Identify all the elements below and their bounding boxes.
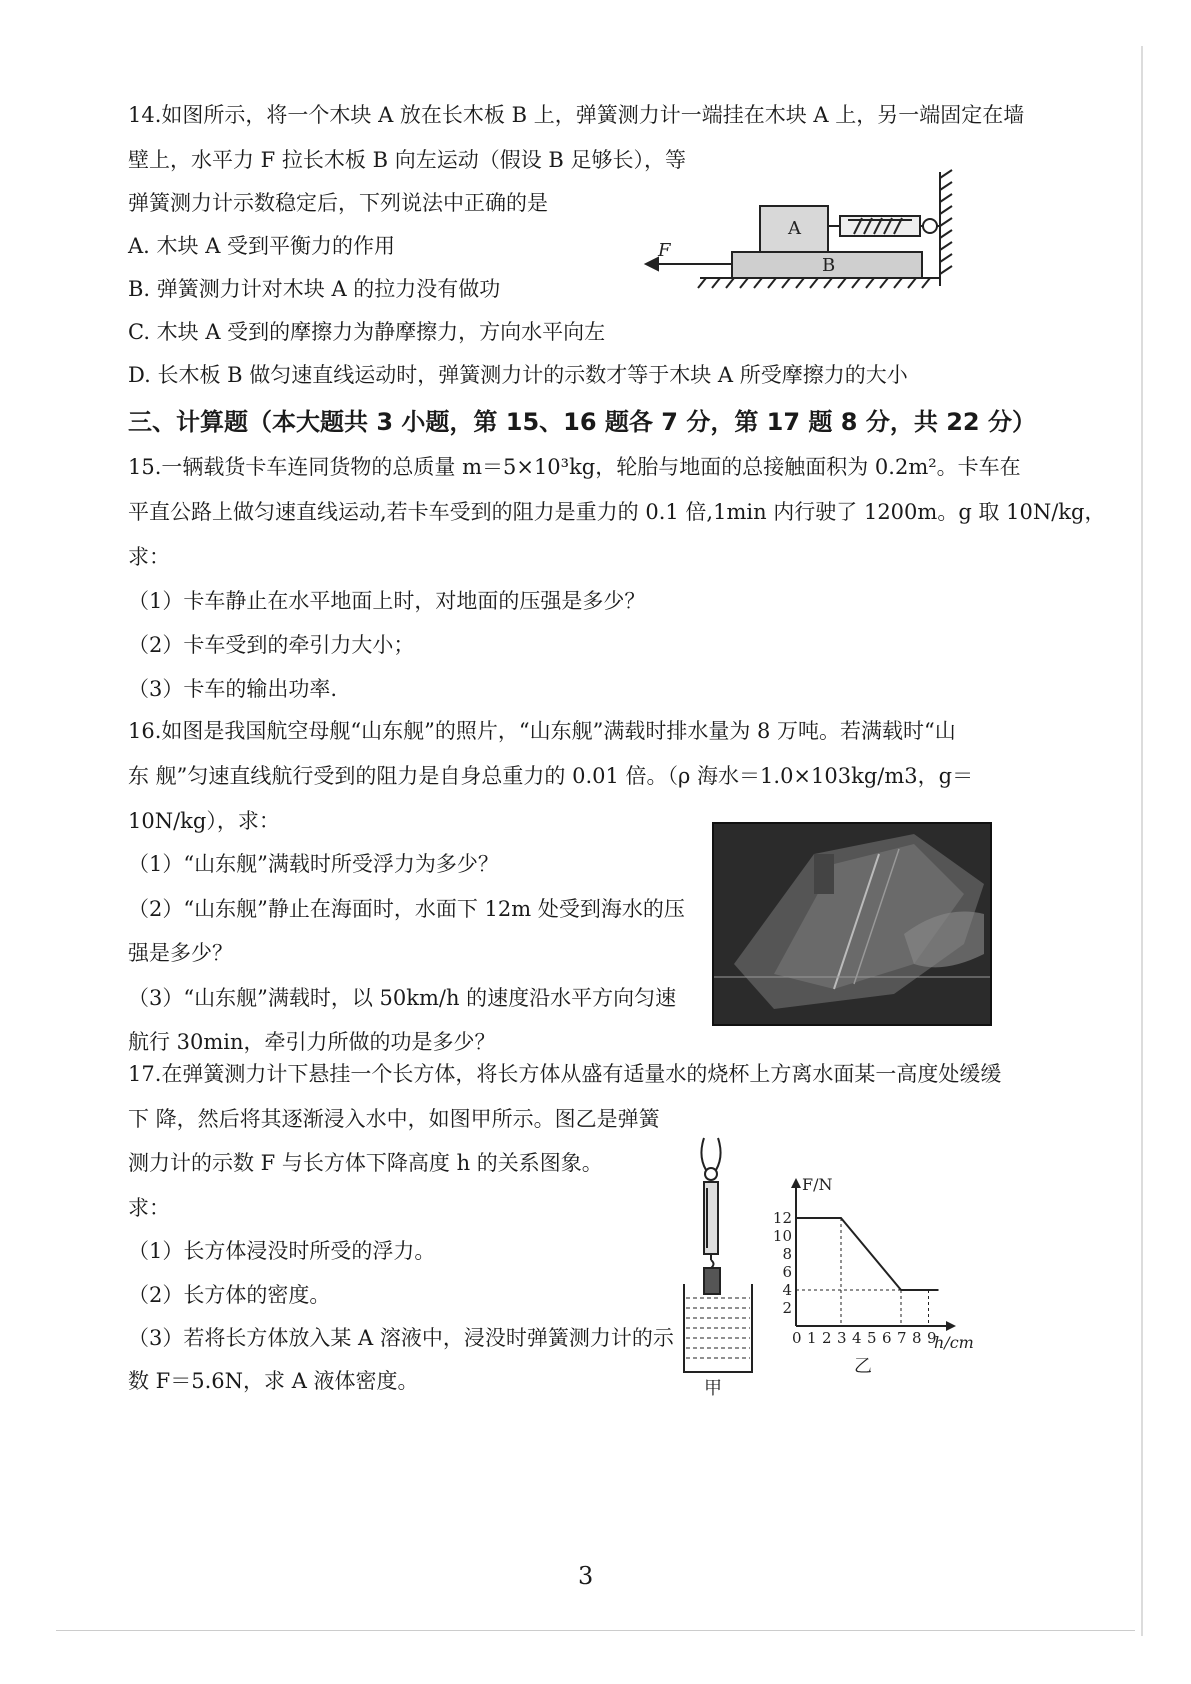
board-b-label: B	[822, 255, 836, 276]
page-number: 3	[578, 1562, 594, 1590]
q17-part-3-cont: 数 F＝5.6N，求 A 液体密度。	[128, 1369, 419, 1393]
q16-part-2: （2）“山东舰”静止在海面时，水面下 12m 处受到海水的压	[128, 897, 685, 921]
carrier-photo	[712, 822, 992, 1026]
q16-part-1: （1）“山东舰”满载时所受浮力为多少？	[128, 852, 499, 876]
q16-line-3: 10N/kg），求：	[128, 809, 280, 833]
x-tick-label: 8	[912, 1329, 922, 1347]
q14-option-a: A. 木块 A 受到平衡力的作用	[128, 234, 396, 258]
q14-line-2: 壁上，水平力 F 拉长木板 B 向左运动（假设 B 足够长），等	[128, 148, 686, 172]
q16-part-3: （3）“山东舰”满载时，以 50km/h 的速度沿水平方向匀速	[128, 986, 677, 1010]
q14-option-d: D. 长木板 B 做匀速直线运动时，弹簧测力计的示数才等于木块 A 所受摩擦力的大小	[128, 363, 908, 387]
y-axis-label: F/N	[802, 1176, 833, 1194]
q17-fig-right	[770, 1176, 990, 1398]
x-axis-label: h/cm	[934, 1333, 974, 1352]
q16-part-3-cont: 航行 30min，牵引力所做的功是多少？	[128, 1030, 496, 1054]
q16-line-1: 16.如图是我国航空母舰“山东舰”的照片，“山东舰”满载时排水量为 8 万吨。若满载时“山	[128, 719, 956, 743]
y-tick-label: 2	[782, 1299, 792, 1317]
q16-line-2: 东 舰”匀速直线航行受到的阻力是自身总重力的 0.01 倍。（ρ 海水＝1.0×103kg/m3，g＝	[128, 764, 974, 788]
q15-line-1: 15.一辆载货卡车连同货物的总质量 m＝5×10³kg，轮胎与地面的总接触面积为 0.2m²。卡车在	[128, 455, 1021, 479]
force-label: F	[658, 240, 671, 261]
x-tick-label: 2	[822, 1329, 832, 1347]
x-tick-label: 9	[927, 1329, 937, 1347]
y-tick-label: 8	[782, 1245, 792, 1263]
y-tick-label: 4	[782, 1281, 792, 1299]
x-tick-label: 0	[792, 1329, 802, 1347]
q15-part-1: （1）卡车静止在水平地面上时，对地面的压强是多少？	[128, 589, 646, 613]
section-3-title: 三、计算题（本大题共 3 小题，第 15、16 题各 7 分，第 17 题 8 分，共 22 分）	[128, 408, 1036, 436]
q17-part-1: （1）长方体浸没时所受的浮力。	[128, 1239, 436, 1263]
q15-part-3: （3）卡车的输出功率.	[128, 677, 338, 701]
x-axis-arrow	[946, 1321, 956, 1331]
x-tick-label: 4	[852, 1329, 862, 1347]
q17-line-2: 下 降，然后将其逐渐浸入水中，如图甲所示。图乙是弹簧	[128, 1107, 660, 1131]
q17-line-1: 17.在弹簧测力计下悬挂一个长方体，将长方体从盛有适量水的烧杯上方离水面某一高度处缓缓	[128, 1062, 1002, 1086]
block-a-label: A	[788, 218, 801, 239]
x-tick-label: 6	[882, 1329, 892, 1347]
x-tick-label: 5	[867, 1329, 877, 1347]
q15-line-3: 求：	[128, 545, 170, 569]
q15-line-2: 平直公路上做匀速直线运动,若卡车受到的阻力是重力的 0.1 倍,1min 内行驶了 1200m。g 取 10N/kg，	[128, 500, 1106, 524]
y-tick-label: 10	[772, 1227, 792, 1245]
q17-part-3: （3）若将长方体放入某 A 溶液中，浸没时弹簧测力计的示	[128, 1326, 674, 1350]
q17-line-4: 求：	[128, 1196, 170, 1220]
x-tick-label: 7	[897, 1329, 907, 1347]
q15-part-2: （2）卡车受到的牵引力大小；	[128, 633, 415, 657]
x-tick-label: 3	[837, 1329, 847, 1347]
q14-figure	[640, 168, 980, 308]
q17-fig-left	[676, 1136, 766, 1398]
fig-left-caption: 甲	[704, 1378, 722, 1398]
y-tick-label: 6	[782, 1263, 792, 1281]
q14-option-b: B. 弹簧测力计对木块 A 的拉力没有做功	[128, 277, 501, 301]
y-tick-label: 12	[772, 1209, 792, 1227]
fig-right-caption: 乙	[854, 1356, 872, 1377]
bottom-rule	[56, 1630, 1135, 1631]
y-axis-arrow	[791, 1178, 801, 1188]
q14-line-1: 14.如图所示，将一个木块 A 放在长木板 B 上，弹簧测力计一端挂在木块 A 上，另一端固定在墙	[128, 103, 1025, 127]
q14-option-c: C. 木块 A 受到的摩擦力为静摩擦力，方向水平向左	[128, 320, 606, 344]
page-edge	[1141, 46, 1143, 1636]
q17-line-3: 测力计的示数 F 与长方体下降高度 h 的关系图象。	[128, 1151, 603, 1175]
q14-line-3: 弹簧测力计示数稳定后，下列说法中正确的是	[128, 191, 548, 215]
series-line	[796, 1218, 939, 1290]
x-tick-label: 1	[807, 1329, 817, 1347]
q17-part-2: （2）长方体的密度。	[128, 1283, 331, 1307]
q16-part-2-cont: 强是多少？	[128, 941, 233, 965]
